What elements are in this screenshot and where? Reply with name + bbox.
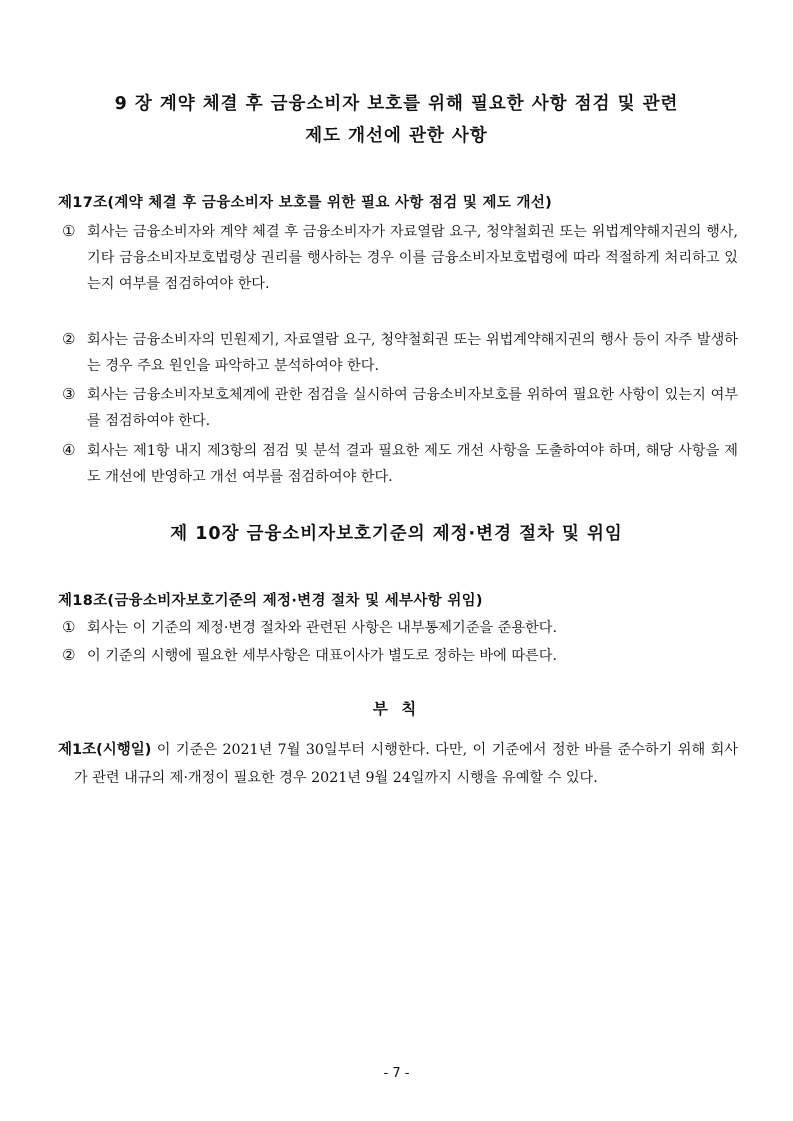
page-number: - 7 - xyxy=(383,1066,410,1081)
article-17-title: 제17조(계약 체결 후 금융소비자 보호를 위한 필요 사항 점검 및 제도 개선) xyxy=(58,195,553,211)
item-number: ② xyxy=(62,330,76,348)
item-number: ① xyxy=(62,222,76,240)
article-18-item-2 xyxy=(62,642,738,669)
addenda-article-1-text: 이 기준은 2021년 7월 30일부터 시행한다. 다만, 이 기준에서 정한 바를 준수하기 위해 회사가 관련 내규의 제·개정이 필요한 경우 2021년 9월 24일까지 시행을 유예할 수 있다. xyxy=(74,742,738,786)
item-text: 이 기준의 시행에 필요한 세부사항은 대표이사가 별도로 정하는 바에 따른다. xyxy=(87,648,557,664)
item-text: 회사는 이 기준의 제정·변경 절차와 관련된 사항은 내부통제기준을 준용한다. xyxy=(87,620,557,636)
chapter-9-title-line2: 제도 개선에 관한 사항 xyxy=(305,126,488,146)
article-18-item-1 xyxy=(62,614,738,641)
article-18-title: 제18조(금융소비자보호기준의 제정·변경 절차 및 세부사항 위임) xyxy=(58,593,483,609)
article-17-item-3 xyxy=(62,381,738,434)
chapter-9-title xyxy=(40,88,753,152)
item-text: 회사는 금융소비자보호체계에 관한 점검을 실시하여 금융소비자보호를 위하여 필요한 사항이 있는지 여부를 점검하여야 한다. xyxy=(87,387,738,429)
item-number: ① xyxy=(62,618,76,636)
chapter-10-title: 제 10장 금융소비자보호기준의 제정·변경 절차 및 위임 xyxy=(170,524,623,544)
addenda-article-1-lead: 제1조(시행일) xyxy=(58,742,152,758)
article-17-item-1 xyxy=(62,218,738,297)
article-17-item-2 xyxy=(62,326,738,379)
item-text: 회사는 금융소비자와 계약 체결 후 금융소비자가 자료열람 요구, 청약철회권 또는 위법계약해지권의 행사, 기타 금융소비자보호법령상 권리를 행사하는 경우 이를 금융소비자보호법령에 따라 적절하게 처리하고 있는지 여부를 점검하여야 한다. xyxy=(87,224,738,292)
addenda-article-1 xyxy=(58,736,738,792)
item-text: 회사는 금융소비자의 민원제기, 자료열람 요구, 청약철회권 또는 위법계약해지권의 행사 등이 자주 발생하는 경우 주요 원인을 파악하고 분석하여야 한다. xyxy=(87,332,738,374)
item-number: ④ xyxy=(62,441,76,459)
chapter-9-title-line1: 9 장 계약 체결 후 금융소비자 보호를 위해 필요한 사항 점검 및 관련 xyxy=(114,94,679,114)
item-number: ③ xyxy=(62,385,76,403)
item-number: ② xyxy=(62,646,76,664)
item-text: 회사는 제1항 내지 제3항의 점검 및 분석 결과 필요한 제도 개선 사항을 도출하여야 하며, 해당 사항을 제도 개선에 반영하고 개선 여부를 점검하여야 한다. xyxy=(87,443,738,485)
article-17-item-4 xyxy=(62,437,738,490)
addenda-heading: 부 칙 xyxy=(372,700,421,718)
